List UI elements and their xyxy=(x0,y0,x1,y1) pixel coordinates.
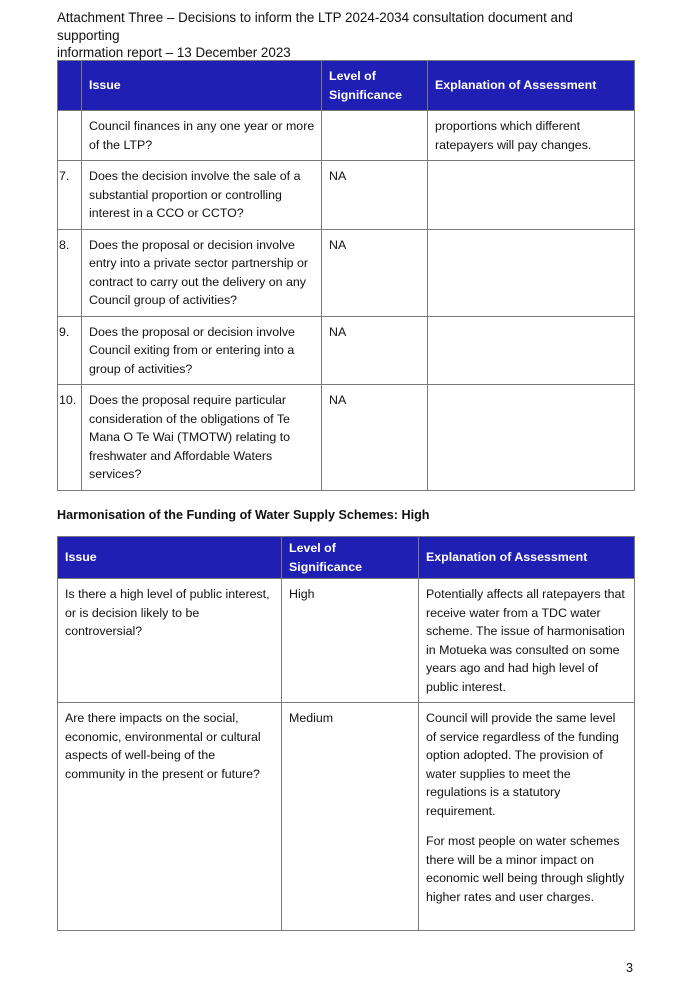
level-column-header: Level of Significance xyxy=(322,61,428,111)
header-line-1: Attachment Three – Decisions to inform the LTP 2024-2034 consultation document and supporting xyxy=(57,10,573,43)
table-row xyxy=(58,229,635,316)
explanation-cell xyxy=(428,385,635,491)
level-cell: NA xyxy=(322,229,428,316)
explanation-cell xyxy=(428,161,635,230)
level-cell: Medium xyxy=(282,703,419,931)
issue-column-header: Issue xyxy=(58,537,282,579)
row-number: 10. xyxy=(58,385,82,491)
explanation-paragraph: Council will provide the same level of service regardless of the funding option adopted. The provision of water supplies to meet the regulations is a statutory requirement. xyxy=(426,711,619,818)
number-column-header xyxy=(58,61,82,111)
page-number: 3 xyxy=(626,961,634,975)
row-number: 8. xyxy=(58,229,82,316)
issue-cell: Council finances in any one year or more of the LTP? xyxy=(82,111,322,161)
table-header-row xyxy=(58,537,635,579)
table-row xyxy=(58,316,635,385)
table-row xyxy=(58,111,635,161)
significance-table-continued xyxy=(57,60,635,491)
water-supply-significance-table xyxy=(57,536,635,931)
level-cell: High xyxy=(282,579,419,703)
table-row xyxy=(58,385,635,491)
issue-cell: Does the proposal or decision involve Council exiting from or entering into a group of activities? xyxy=(82,316,322,385)
explanation-cell xyxy=(428,229,635,316)
level-cell: NA xyxy=(322,161,428,230)
document-header xyxy=(57,9,637,62)
issue-column-header: Issue xyxy=(82,61,322,111)
row-number: 7. xyxy=(58,161,82,230)
explanation-column-header: Explanation of Assessment xyxy=(419,537,635,579)
section-title: Harmonisation of the Funding of Water Supply Schemes: High xyxy=(57,508,430,522)
table-row xyxy=(58,579,635,703)
table-row xyxy=(58,703,635,931)
explanation-cell: proportions which different ratepayers will pay changes. xyxy=(428,111,635,161)
explanation-cell xyxy=(419,703,635,931)
explanation-column-header: Explanation of Assessment xyxy=(428,61,635,111)
issue-cell: Does the proposal require particular consideration of the obligations of Te Mana O Te Wai (TMOTW) relating to freshwater and Affordable Waters services? xyxy=(82,385,322,491)
level-cell xyxy=(322,111,428,161)
explanation-cell xyxy=(419,579,635,703)
issue-cell: Does the decision involve the sale of a substantial proportion or controlling interest in a CCO or CCTO? xyxy=(82,161,322,230)
issue-cell: Does the proposal or decision involve entry into a private sector partnership or contract to carry out the delivery on any Council group of activities? xyxy=(82,229,322,316)
explanation-paragraph: Potentially affects all ratepayers that receive water from a TDC water scheme. The issue of harmonisation in Motueka was consulted on some years ago and had high level of public interest. xyxy=(426,587,625,694)
row-number xyxy=(58,111,82,161)
explanation-paragraph: For most people on water schemes there will be a minor impact on economic well being through slightly higher rates and user charges. xyxy=(426,834,625,904)
row-number: 9. xyxy=(58,316,82,385)
level-cell: NA xyxy=(322,385,428,491)
explanation-cell xyxy=(428,316,635,385)
table-header-row xyxy=(58,61,635,111)
table-row xyxy=(58,161,635,230)
level-column-header: Level of Significance xyxy=(282,537,419,579)
issue-cell: Is there a high level of public interest, or is decision likely to be controversial? xyxy=(58,579,282,703)
header-line-2: information report – 13 December 2023 xyxy=(57,45,291,60)
issue-cell: Are there impacts on the social, economic, environmental or cultural aspects of well-being of the community in the present or future? xyxy=(58,703,282,931)
level-cell: NA xyxy=(322,316,428,385)
